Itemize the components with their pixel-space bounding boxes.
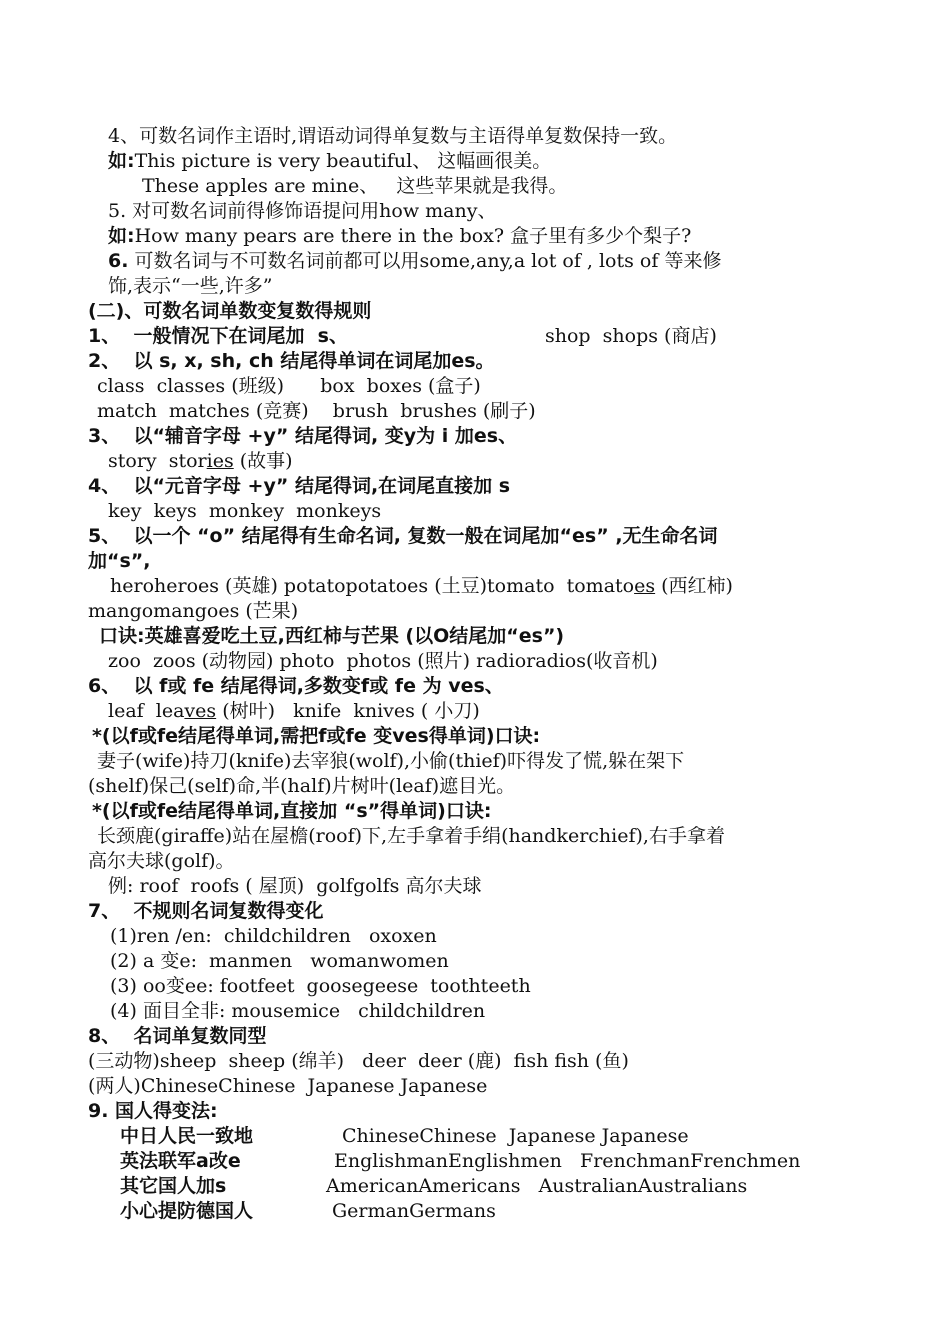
rule-6-title bbox=[88, 674, 504, 699]
rule-7-item bbox=[110, 974, 531, 999]
text: 9. 国人得变法: bbox=[88, 1100, 218, 1122]
text: (两人)ChineseChinese Japanese Japanese bbox=[88, 1075, 488, 1097]
text: EnglishmanEnglishmen FrenchmanFrenchmen bbox=[334, 1150, 801, 1172]
text: 1、 一般情况下在词尾加 s、 bbox=[88, 325, 348, 347]
text: mangomangoes (芒果) bbox=[88, 600, 299, 622]
rule-line-6 bbox=[108, 249, 721, 274]
rule-9-label bbox=[120, 1149, 241, 1174]
rule-7-item bbox=[110, 999, 485, 1024]
rule-5-title-cont bbox=[88, 549, 151, 574]
rule-6-rhyme bbox=[88, 849, 235, 874]
text: zoo zoos (动物园) photo photos (照片) radioradios(收音机) bbox=[108, 650, 658, 672]
example-line bbox=[108, 149, 551, 174]
text: AmericanAmericans AustralianAustralians bbox=[326, 1175, 748, 1197]
text: (shelf)保己(self)命,半(half)片树叶(leaf)遮目光。 bbox=[88, 775, 516, 797]
rule-5-example bbox=[88, 599, 298, 624]
rule-8-example bbox=[88, 1049, 629, 1074]
text: story stor bbox=[108, 450, 207, 472]
section-heading bbox=[88, 299, 371, 324]
text: 3、 以“辅音字母 +y” 结尾得词, 变y为 i 加es、 bbox=[88, 425, 518, 447]
rule-7-item bbox=[110, 949, 449, 974]
rule-4-title bbox=[88, 474, 510, 499]
rule-3-example bbox=[108, 449, 293, 474]
text: ChineseChinese Japanese Japanese bbox=[342, 1125, 689, 1147]
text: (1)ren /en: childchildren oxoxen bbox=[110, 925, 437, 947]
text: key keys monkey monkeys bbox=[108, 500, 382, 522]
text: class classes (班级) box boxes (盒子) bbox=[97, 375, 481, 397]
text: 妻子(wife)持刀(knife)去宰狼(wolf),小偷(thief)吓得发了慌,躲在架下 bbox=[97, 750, 685, 772]
text: 加“s”, bbox=[88, 550, 151, 572]
rule-6-rhyme bbox=[88, 774, 515, 799]
text: (三动物)sheep sheep (绵羊) deer deer (鹿) fish fish (鱼) bbox=[88, 1050, 629, 1072]
rule-6-example bbox=[108, 874, 481, 899]
rule-9-example bbox=[342, 1124, 689, 1149]
rule-6-rhyme bbox=[97, 824, 725, 849]
rule-9-label bbox=[120, 1124, 253, 1149]
text: How many pears are there in the box? 盒子里有多少个梨子? bbox=[134, 225, 692, 247]
text: *(以f或fe结尾得单词,直接加 “s”得单词)口诀: bbox=[92, 800, 492, 822]
text: 中日人民一致地 bbox=[120, 1125, 254, 1147]
text: leaf lea bbox=[108, 700, 185, 722]
rule-7-title bbox=[88, 899, 323, 924]
text: heroheroes (英雄) potatopotatoes (土豆)tomato tomato bbox=[110, 575, 635, 597]
rule-1-example bbox=[545, 324, 717, 349]
rule-1-title bbox=[88, 324, 348, 349]
rule-4-example bbox=[108, 499, 381, 524]
text: shop shops (商店) bbox=[545, 325, 717, 347]
text: *(以f或fe结尾得单词,需把f或fe 变ves得单词)口诀: bbox=[92, 725, 541, 747]
rule-9-label bbox=[120, 1174, 226, 1199]
number: 6. bbox=[108, 250, 129, 272]
text: 6、 以 f或 fe 结尾得词,多数变f或 fe 为 ves、 bbox=[88, 675, 504, 697]
rule-9-example bbox=[332, 1199, 496, 1224]
rule-line-5 bbox=[108, 199, 496, 224]
text: 等来修 bbox=[664, 250, 722, 272]
rule-5-example bbox=[110, 574, 733, 599]
rule-3-title bbox=[88, 424, 517, 449]
underlined-suffix: ies bbox=[206, 450, 234, 472]
text: 2、 以 s, x, sh, ch 结尾得单词在词尾加es。 bbox=[88, 350, 495, 372]
example-label: 如: bbox=[108, 150, 135, 172]
text: some,any,a lot of , lots of bbox=[419, 250, 659, 272]
text: (2) a 变e: manmen womanwomen bbox=[110, 950, 449, 972]
rule-9-example bbox=[334, 1149, 800, 1174]
rule-5-title bbox=[88, 524, 718, 549]
text: (树叶) knife knives ( 小刀) bbox=[216, 700, 480, 722]
text: This picture is very beautiful、 这幅画很美。 bbox=[134, 150, 552, 172]
text: 5、 以一个 “o” 结尾得有生命名词, 复数一般在词尾加“es” ,无生命名词 bbox=[88, 525, 718, 547]
rule-2-title bbox=[88, 349, 495, 374]
text: how many、 bbox=[379, 200, 497, 222]
rule-8-example bbox=[88, 1074, 487, 1099]
rule-5-rhyme bbox=[99, 624, 564, 649]
text: 7、 不规则名词复数得变化 bbox=[88, 900, 324, 922]
text: 可数名词与不可数名词前都可以用 bbox=[134, 250, 420, 272]
text: GermanGermans bbox=[332, 1200, 496, 1222]
example-label: 如: bbox=[108, 225, 135, 247]
text: 5. 对可数名词前得修饰语提问用 bbox=[108, 200, 380, 222]
rule-7-item bbox=[110, 924, 437, 949]
text: 例: roof roofs ( 屋顶) golfgolfs 高尔夫球 bbox=[108, 875, 482, 897]
text: (二)、可数名词单数变复数得规则 bbox=[88, 300, 372, 322]
rule-6-rhyme bbox=[97, 749, 684, 774]
example-line bbox=[108, 224, 691, 249]
text: match matches (竞赛) brush brushes (刷子) bbox=[97, 400, 536, 422]
text: 8、 名词单复数同型 bbox=[88, 1025, 267, 1047]
text: (西红柿) bbox=[655, 575, 733, 597]
text: 口诀:英雄喜爱吃土豆,西红柿与芒果 (以O结尾加“es”) bbox=[99, 625, 565, 647]
rule-5-example bbox=[108, 649, 658, 674]
rule-9-label bbox=[120, 1199, 253, 1224]
text: 4、可数名词作主语时,谓语动词得单复数与主语得单复数保持一致。 bbox=[108, 125, 678, 147]
underlined-suffix: es bbox=[634, 575, 656, 597]
text: 4、 以“元音字母 +y” 结尾得词,在词尾直接加 s bbox=[88, 475, 511, 497]
text: These apples are mine、 这些苹果就是我得。 bbox=[142, 175, 568, 197]
rule-9-example bbox=[326, 1174, 747, 1199]
text: 英法联军a改e bbox=[120, 1150, 241, 1172]
text: 小心提防德国人 bbox=[120, 1200, 254, 1222]
rule-2-example bbox=[97, 374, 481, 399]
rule-6-example bbox=[108, 699, 480, 724]
rule-6-note bbox=[92, 799, 491, 824]
rule-2-example bbox=[97, 399, 536, 424]
text: 高尔夫球(golf)。 bbox=[88, 850, 235, 872]
rule-line-6-cont bbox=[108, 274, 273, 299]
example-line bbox=[142, 174, 567, 199]
text: 饰,表示“一些,许多” bbox=[108, 275, 273, 297]
text: (3) oo变ee: footfeet goosegeese toothteeth bbox=[110, 975, 531, 997]
text: 长颈鹿(giraffe)站在屋檐(roof)下,左手拿着手绢(handkerchief),右手拿着 bbox=[97, 825, 725, 847]
rule-8-title bbox=[88, 1024, 266, 1049]
rule-9-title bbox=[88, 1099, 218, 1124]
underlined-suffix: ves bbox=[184, 700, 217, 722]
rule-line-4 bbox=[108, 124, 677, 149]
text: (4) 面目全非: mousemice childchildren bbox=[110, 1000, 486, 1022]
text: (故事) bbox=[233, 450, 293, 472]
text: 其它国人加s bbox=[120, 1175, 227, 1197]
rule-6-note bbox=[92, 724, 540, 749]
